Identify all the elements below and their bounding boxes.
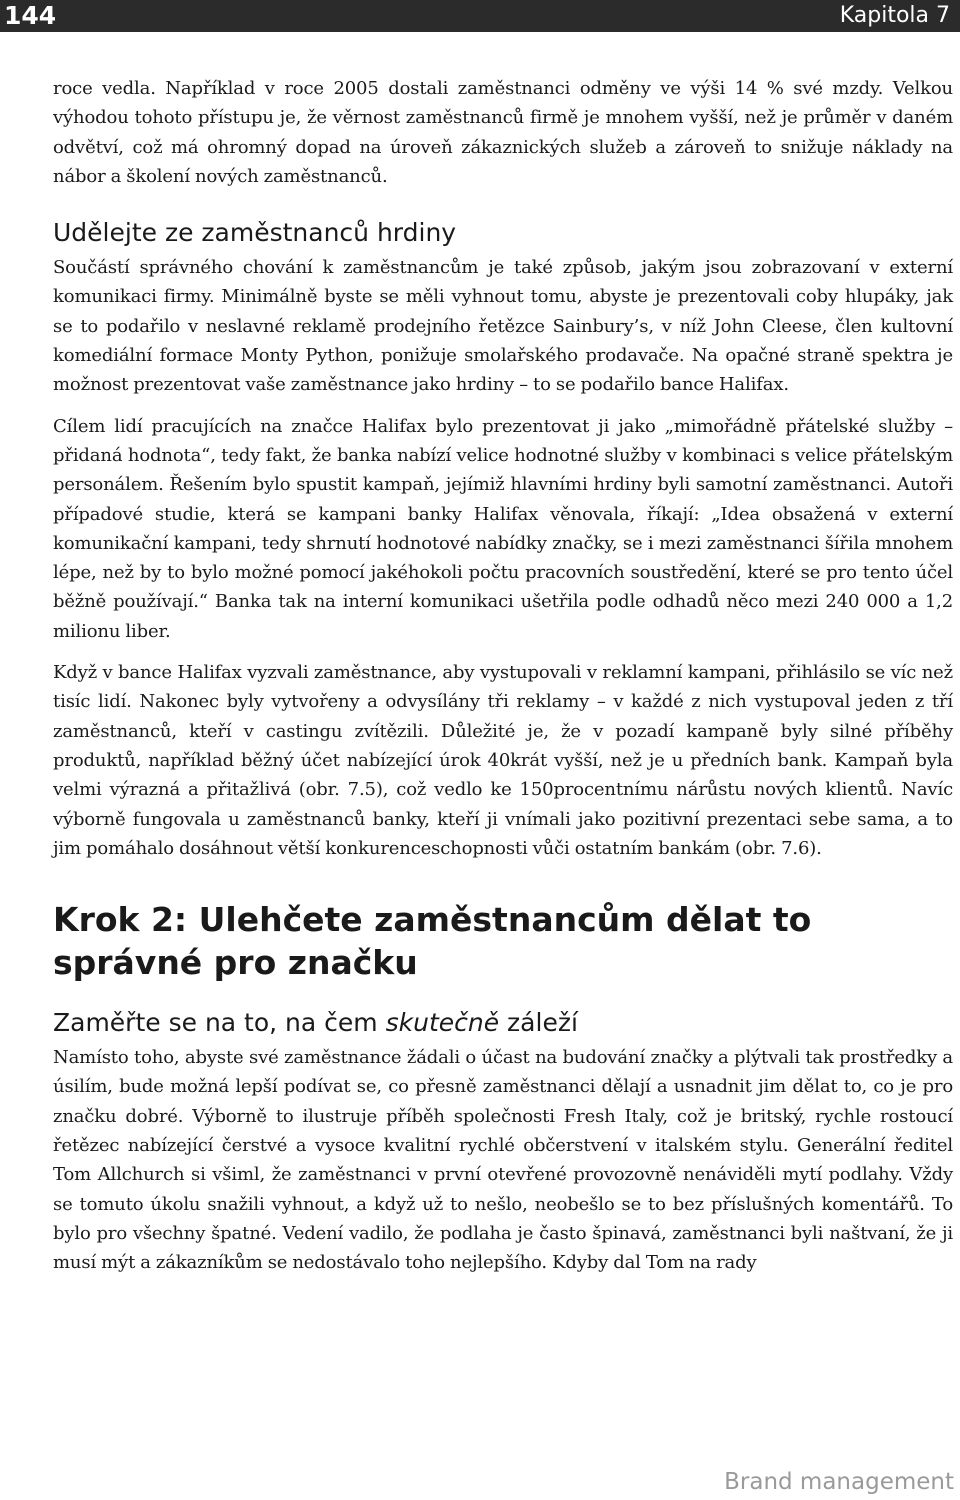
- running-footer: Brand management: [724, 1469, 954, 1495]
- page-content: [53, 74, 953, 1278]
- step-2-heading-line-1: Krok 2: Ulehčete zaměstnancům dělat to: [53, 900, 812, 940]
- step-2-heading-line-2: správné pro značku: [53, 943, 418, 983]
- focus-heading-part-2: záleží: [499, 1008, 578, 1038]
- paragraph-4: Když v bance Halifax vyzvali zaměstnance, aby vystupovali v reklamní kampani, přihlásilo se víc než tisíc lidí. Nakonec byly vytvořeny a odvysílány tři reklamy – v každé z nich vystupoval jeden z tří zaměstnanců, kteří v castingu zvítězili. Důležité je, že v pozadí kampaně byly silné příběhy produktů, například běžný účet nabízející úrok 40krát vyšší, než je u předních bank. Kampaň byla velmi výrazná a přitažlivá (obr. 7.5), což vedlo ke 150procentnímu nárůstu nových klientů. Navíc výborně fungovala u zaměstnanců banky, kteří ji vnímali jako pozitivní prezentaci sebe sama, a to jim pomáhalo dosáhnout větší konkurenceschopnosti vůči ostatním bankám (obr. 7.6).: [53, 662, 953, 859]
- page-number: 144: [4, 1, 57, 30]
- running-header: [0, 0, 960, 32]
- step-2-heading: [53, 898, 953, 984]
- chapter-label: Kapitola 7: [839, 3, 950, 28]
- paragraph-2: Součástí správného chování k zaměstnancům je také způsob, jakým jsou zobrazovaní v externí komunikaci firmy. Minimálně byste se měli vyhnout tomu, abyste je prezentovali coby hlupáky, jak se to podařilo v neslavné reklamě prodejního řetězce Sainbury’s, v níž John Cleese, člen kultovní komediální formace Monty Python, ponižuje smolařského prodavače. Na opačné straně spektra je možnost prezentovat vaše zaměstnance jako hrdiny – to se podařilo bance Halifax.: [53, 257, 953, 396]
- focus-heading-italic: skutečně: [385, 1008, 500, 1038]
- section-heading-focus: [53, 1006, 953, 1040]
- paragraph-5: Namísto toho, abyste své zaměstnance žádali o účast na budování značky a plýtvali tak prostředky a úsilím, bude možná lepší podívat se, co přesně zaměstnanci dělají a usnadnit jim dělat to, co je pro značku dobré. Výborně to ilustruje příběh společnosti Fresh Italy, což je britský, rychle rostoucí řetězec nabízející čerstvé a vysoce kvalitní rychlé občerstvení v italském stylu. Generální ředitel Tom Allchurch si všiml, že zaměstnanci v první otevřené provozovně nenáviděli mytí podlahy. Vždy se tomuto úkolu snažili vyhnout, a když už to nešlo, neobešlo se to bez příslušných komentářů. To bylo pro všechny špatné. Vedení vadilo, že podlaha je často špinavá, zaměstnanci byli naštvaní, že ji musí mýt a zákazníkům se nedostávalo toho nejlepšího. Kdyby dal Tom na rady: [53, 1047, 953, 1274]
- focus-heading-part-1: Zaměřte se na to, na čem: [53, 1008, 386, 1038]
- paragraph-1: roce vedla. Například v roce 2005 dostali zaměstnanci odměny ve výši 14 % své mzdy. Velkou výhodou tohoto přístupu je, že věrnost zaměstnanců firmě je mnohem vyšší, než je průměr v daném odvětví, což má ohromný dopad na úroveň zákaznických služeb a zároveň to snižuje náklady na nábor a školení nových zaměstnanců.: [53, 78, 953, 187]
- section-heading-heroes: Udělejte ze zaměstnanců hrdiny: [53, 218, 457, 248]
- paragraph-3: Cílem lidí pracujících na značce Halifax bylo prezentovat ji jako „mimořádně přátelské služby – přidaná hodnota“, tedy fakt, že banka nabízí velice hodnotné služby v kombinaci s velice přátelským personálem. Řešením bylo spustit kampaň, jejímiž hlavními hrdiny byli samotní zaměstnanci. Autoři případové studie, která se kampani banky Halifax věnovala, říkají: „Idea obsažená v externí komunikační kampani, tedy shrnutí hodnotové nabídky značky, se i mezi zaměstnanci šířila mnohem lépe, než by to bylo možné pomocí jakéhokoli počtu pracovních soustředění, které se pro tento účel běžně používají.“ Banka tak na interní komunikaci ušetřila podle odhadů něco mezi 240 000 a 1,2 milionu liber.: [53, 415, 953, 642]
